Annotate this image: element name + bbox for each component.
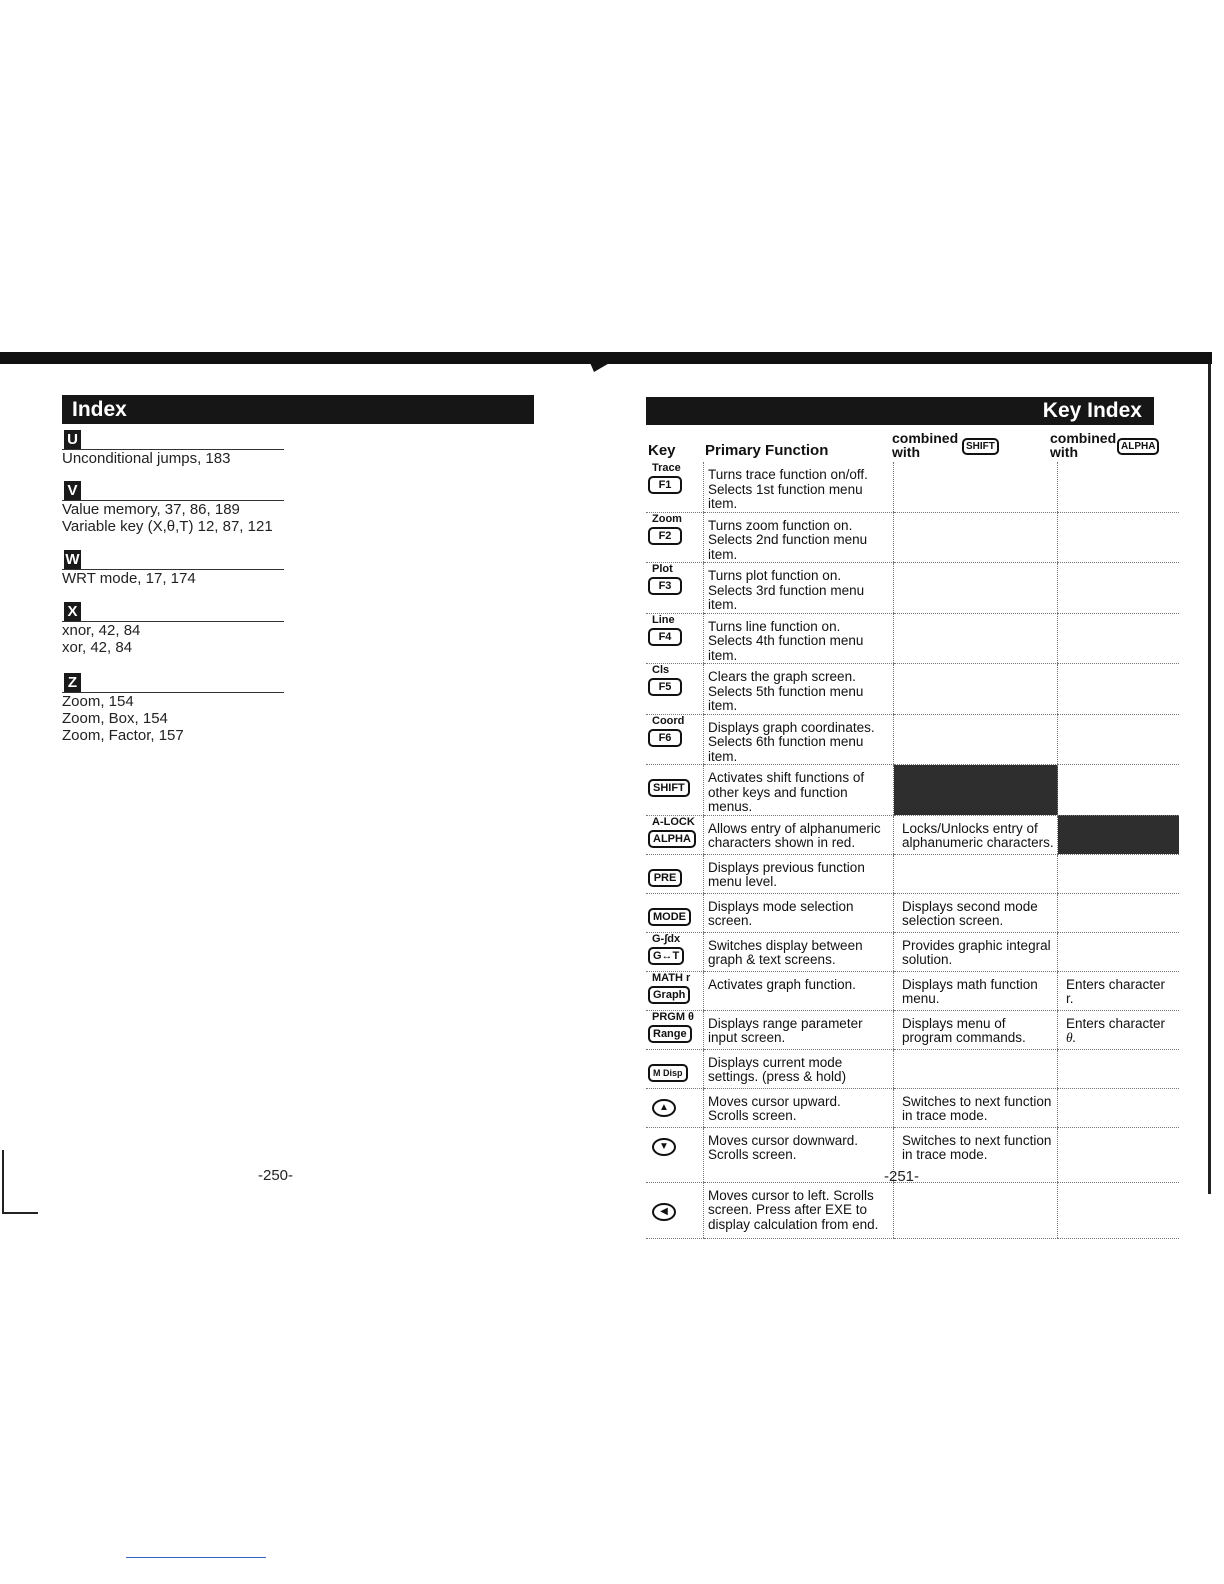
shaded-cell: [894, 765, 1058, 816]
table-row: [646, 932, 1179, 971]
table-row: [646, 1049, 1179, 1088]
index-entry: Zoom, Box, 154: [62, 710, 168, 727]
shift-function-text: Provides graphic integral: [902, 937, 1051, 953]
index-entry: xnor, 42, 84: [62, 622, 141, 639]
alpha-function-text: Enters character: [1066, 976, 1166, 992]
key-top-label: A-LOCK: [652, 815, 695, 828]
alpha-function-text: r.: [1066, 991, 1074, 1006]
primary-function-text: Activates shift functions of: [708, 770, 865, 785]
shift-function-text: solution.: [902, 952, 953, 967]
shift-function-text: program commands.: [902, 1030, 1026, 1045]
table-row: [646, 893, 1179, 932]
table-row: [646, 1182, 1179, 1238]
mode-display-key-icon: M Disp: [648, 1064, 688, 1082]
f5-key-icon: F5: [648, 678, 682, 696]
primary-function-text: settings. (press & hold): [708, 1069, 847, 1084]
shift-function-text: alphanumeric characters.: [902, 835, 1054, 850]
key-index-table: [646, 462, 1179, 1239]
table-row: [646, 664, 1179, 715]
left-arrow-key-icon: [652, 1203, 676, 1221]
primary-function-text: menu level.: [708, 874, 778, 889]
key-top-label: G-∫dx: [652, 932, 681, 945]
primary-function-text: screen.: [708, 913, 753, 928]
primary-function-text: screen. Press after EXE to: [708, 1202, 868, 1217]
col-head-primary: Primary Function: [705, 442, 829, 459]
shift-function-text: Displays second mode: [902, 898, 1038, 914]
table-row: [646, 563, 1179, 614]
up-arrow-glyph: ▲: [659, 1101, 669, 1113]
col-head-shift-line2: with: [892, 444, 920, 460]
letter-badge: U: [64, 430, 81, 450]
primary-function-text: Switches display between: [708, 937, 863, 953]
alpha-function-text: θ.: [1066, 1030, 1077, 1045]
primary-function-text: Turns zoom function on.: [708, 517, 853, 533]
index-entry: Unconditional jumps, 183: [62, 450, 231, 467]
letter-badge: V: [64, 481, 81, 501]
letter-badge: W: [65, 551, 80, 568]
key-top-label: Line: [652, 613, 675, 626]
f2-key-icon: F2: [648, 527, 682, 545]
shift-function-text: menu.: [902, 991, 940, 1006]
up-arrow-key-icon: [652, 1099, 676, 1117]
table-row: [646, 714, 1179, 765]
graph-text-toggle-key-icon: G↔T: [648, 947, 684, 965]
table-row: [646, 854, 1179, 893]
range-key-icon: Range: [648, 1025, 692, 1043]
primary-function-text: Selects 2nd function menu item.: [708, 532, 868, 562]
primary-function-text: Selects 5th function menu item.: [708, 683, 864, 713]
index-entry: Value memory, 37, 86, 189: [62, 501, 240, 518]
key-top-label: Trace: [652, 462, 681, 474]
col-head-alpha-line1: combined: [1050, 430, 1117, 446]
primary-function-text: Turns trace function on/off.: [708, 467, 868, 482]
f6-key-icon: F6: [648, 729, 682, 747]
table-row: [646, 1010, 1179, 1049]
index-entry: Zoom, 154: [62, 693, 134, 710]
primary-function-text: Clears the graph screen.: [708, 669, 856, 684]
primary-function-text: input screen.: [708, 1030, 786, 1045]
key-top-label: Zoom: [652, 512, 682, 525]
letter-badge: X: [64, 602, 81, 622]
key-top-label: Cls: [652, 664, 670, 676]
primary-function-text: Turns plot function on.: [708, 568, 842, 583]
primary-function-text: other keys and function menus.: [708, 784, 848, 814]
primary-function-text: Moves cursor to left. Scrolls: [708, 1187, 874, 1203]
index-section-z: [62, 673, 302, 744]
shift-function-text: in trace mode.: [902, 1108, 988, 1123]
primary-function-text: Displays range parameter: [708, 1015, 863, 1031]
primary-function-text: Displays graph coordinates.: [708, 719, 875, 735]
col-head-alpha: [1050, 431, 1116, 459]
shift-function-text: Displays math function: [902, 976, 1038, 992]
table-row: [646, 815, 1179, 854]
index-entry: xor, 42, 84: [62, 639, 133, 656]
index-header-bar: [62, 395, 534, 424]
primary-function-text: Selects 3rd function menu item.: [708, 582, 865, 612]
key-index-title: Key Index: [1042, 399, 1142, 422]
primary-function-text: Selects 4th function menu item.: [708, 633, 864, 663]
shift-function-text: Locks/Unlocks entry of: [902, 820, 1038, 836]
f4-key-icon: F4: [648, 628, 682, 646]
index-title: Index: [72, 398, 127, 421]
letter-badge: Z: [64, 673, 81, 693]
down-arrow-key-icon: [652, 1138, 676, 1156]
graph-key-icon: Graph: [648, 986, 690, 1004]
col-head-key: Key: [648, 442, 676, 459]
shift-function-text: Displays menu of: [902, 1015, 1006, 1031]
left-page-corner: [2, 1150, 4, 1214]
key-top-label: PRGM θ: [652, 1010, 695, 1023]
primary-function-text: graph & text screens.: [708, 952, 836, 967]
key-top-label: Plot: [652, 563, 673, 575]
pre-key-icon: PRE: [648, 869, 682, 887]
primary-function-text: Displays previous function: [708, 859, 865, 875]
primary-function-text: Moves cursor upward.: [708, 1093, 841, 1109]
col-head-alpha-line2: with: [1050, 444, 1078, 460]
shift-function-text: in trace mode.: [902, 1147, 988, 1162]
index-section-u: [62, 430, 302, 467]
primary-function-text: characters shown in red.: [708, 835, 856, 850]
index-entry: Zoom, Factor, 157: [62, 727, 184, 744]
left-page-corner-base: [2, 1212, 38, 1214]
table-row: [646, 1088, 1179, 1127]
index-entry: WRT mode, 17, 174: [62, 570, 196, 587]
primary-function-text: Selects 1st function menu item.: [708, 481, 863, 511]
table-row: [646, 765, 1179, 816]
index-entry: Variable key (X,θ,T) 12, 87, 121: [62, 518, 273, 535]
table-row: [646, 971, 1179, 1010]
index-section-w: [62, 550, 302, 587]
shaded-cell: [1058, 815, 1180, 854]
primary-function-text: Moves cursor downward.: [708, 1132, 859, 1148]
primary-function-text: Allows entry of alphanumeric: [708, 820, 881, 836]
index-section-x: [62, 602, 302, 656]
primary-function-text: Activates graph function.: [708, 976, 856, 992]
primary-function-text: Displays mode selection: [708, 898, 854, 914]
primary-function-text: Scrolls screen.: [708, 1147, 797, 1162]
primary-function-text: display calculation from end.: [708, 1216, 879, 1232]
primary-function-text: Turns line function on.: [708, 618, 841, 634]
left-arrow-glyph: ◀: [660, 1205, 668, 1217]
down-arrow-glyph: ▼: [659, 1140, 669, 1152]
shift-function-text: Switches to next function: [902, 1093, 1052, 1109]
primary-function-text: Selects 6th function menu item.: [708, 734, 864, 764]
col-head-shift: [892, 431, 958, 459]
spine-notch: [588, 358, 618, 372]
left-page-number: -250-: [258, 1167, 294, 1184]
table-row: [646, 512, 1179, 563]
mode-key-icon: MODE: [648, 908, 691, 926]
key-top-label: MATH r: [652, 971, 691, 984]
shift-key-icon: SHIFT: [648, 779, 690, 797]
key-top-label: Coord: [652, 714, 685, 727]
col-head-shift-line1: combined: [892, 430, 959, 446]
f1-key-icon: F1: [648, 476, 682, 494]
shift-key-icon: SHIFT: [962, 438, 999, 455]
index-section-v: [62, 481, 302, 535]
bottom-blue-rule: [126, 1557, 266, 1558]
table-row: [646, 462, 1179, 512]
primary-function-text: Displays current mode: [708, 1054, 843, 1070]
shift-function-text: selection screen.: [902, 913, 1004, 928]
right-page-number: -251-: [884, 1168, 920, 1185]
primary-function-text: Scrolls screen.: [708, 1108, 797, 1123]
shift-function-text: Switches to next function: [902, 1132, 1052, 1148]
alpha-function-text: Enters character: [1066, 1015, 1166, 1031]
key-index-header-bar: [646, 397, 1154, 425]
f3-key-icon: F3: [648, 577, 682, 595]
alpha-key-icon: ALPHA: [1117, 438, 1159, 455]
table-row: [646, 613, 1179, 664]
right-page-edge: [1208, 364, 1211, 1194]
alpha-key-icon: ALPHA: [648, 830, 696, 848]
